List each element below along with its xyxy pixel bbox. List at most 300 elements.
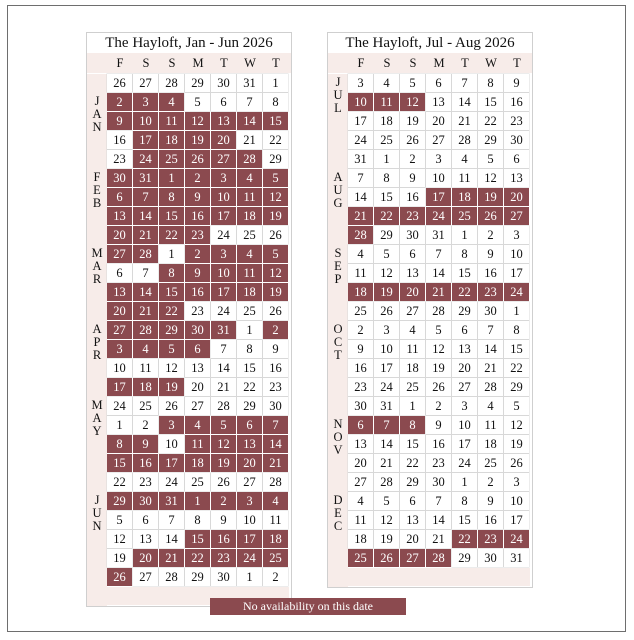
day-cell: 16 [348,359,373,377]
week-row [348,378,530,397]
day-cell: 13 [133,530,158,548]
day-cell: 6 [426,74,451,92]
day-cell-unavailable: 17 [107,378,132,396]
day-cell: 13 [185,359,210,377]
week-row [107,492,289,511]
day-cell-unavailable: 8 [400,416,425,434]
day-cell-unavailable: 24 [426,207,451,225]
day-cell-unavailable: 28 [348,226,373,244]
day-cell: 19 [374,530,399,548]
day-cell-unavailable: 5 [263,169,288,187]
day-cell: 2 [263,568,288,586]
day-cell-unavailable: 10 [133,112,158,130]
week-row [107,150,289,169]
day-cell: 27 [133,568,158,586]
week-row [348,188,530,207]
day-cell: 31 [426,226,451,244]
day-cell-unavailable: 22 [374,207,399,225]
day-cell: 26 [263,226,288,244]
day-cell: 31 [504,549,529,567]
day-cell: 30 [426,473,451,491]
week-row [348,454,530,473]
day-cell: 27 [400,302,425,320]
day-cell-unavailable: 26 [107,568,132,586]
day-cell-unavailable: 23 [400,207,425,225]
day-cell-unavailable: 16 [211,530,236,548]
day-cell: 30 [504,131,529,149]
day-cell-unavailable: 3 [211,245,236,263]
day-header: T [513,56,521,70]
day-cell: 3 [374,321,399,339]
day-cell-unavailable: 29 [107,492,132,510]
week-row [107,226,289,245]
day-cell-unavailable: 23 [185,226,210,244]
day-cell: 7 [159,511,184,529]
day-cell: 9 [348,340,373,358]
day-cell-unavailable: 30 [185,321,210,339]
week-row [107,188,289,207]
day-cell-unavailable: 18 [237,283,262,301]
day-cell-unavailable: 22 [185,549,210,567]
day-cell-unavailable: 18 [159,131,184,149]
day-cell-unavailable: 19 [185,131,210,149]
day-cell: 28 [211,397,236,415]
day-cell: 12 [374,264,399,282]
week-row [107,549,289,568]
day-cell-unavailable: 4 [237,169,262,187]
day-cell: 19 [107,549,132,567]
month-label: J U L [333,75,343,115]
day-cell: 19 [426,359,451,377]
day-cell: 27 [185,397,210,415]
day-cell: 21 [211,378,236,396]
day-cell-unavailable: 21 [263,454,288,472]
day-cell: 8 [478,74,503,92]
week-row [348,397,530,416]
day-cell-unavailable: 20 [107,226,132,244]
day-cell: 30 [478,549,503,567]
day-cell-unavailable: 11 [374,93,399,111]
day-cell: 4 [400,321,425,339]
day-cell-unavailable: 24 [504,530,529,548]
day-cell: 21 [426,530,451,548]
day-cell-unavailable: 31 [133,169,158,187]
day-cell: 26 [504,454,529,472]
day-cell-unavailable: 14 [133,207,158,225]
day-cell-unavailable: 16 [133,454,158,472]
day-cell: 10 [159,435,184,453]
day-cell: 8 [374,169,399,187]
day-cell: 27 [237,473,262,491]
day-cell: 22 [504,359,529,377]
day-cell: 11 [263,511,288,529]
day-cell: 11 [348,511,373,529]
day-cell: 5 [478,150,503,168]
week-row [107,530,289,549]
day-cell: 13 [452,340,477,358]
day-cell: 6 [400,492,425,510]
day-cell-unavailable: 17 [426,188,451,206]
day-cell-unavailable: 19 [159,378,184,396]
day-cell: 19 [400,112,425,130]
day-cell: 7 [133,264,158,282]
day-cell: 15 [452,511,477,529]
day-cell: 1 [400,397,425,415]
day-cell: 5 [504,397,529,415]
day-cell: 6 [400,245,425,263]
day-cell: 15 [374,188,399,206]
week-row [348,321,530,340]
day-cell: 24 [374,378,399,396]
day-cell: 10 [426,169,451,187]
day-cell-unavailable: 22 [159,226,184,244]
day-cell: 17 [348,112,373,130]
week-row [348,283,530,302]
day-cell-unavailable: 3 [211,169,236,187]
day-cell: 12 [159,359,184,377]
day-cell-unavailable: 27 [107,321,132,339]
day-cell: 16 [478,264,503,282]
day-cell-unavailable: 28 [133,245,158,263]
day-cell-unavailable: 26 [185,150,210,168]
day-cell-unavailable: 4 [237,245,262,263]
day-cell-unavailable: 13 [107,283,132,301]
day-cell: 28 [426,302,451,320]
day-cell: 4 [478,397,503,415]
week-row [348,169,530,188]
week-row [348,302,530,321]
day-cell: 27 [426,131,451,149]
day-header: T [220,56,228,70]
week-row [348,264,530,283]
day-cell: 4 [348,245,373,263]
day-cell: 10 [504,492,529,510]
calendar-title: The Hayloft, Jan - Jun 2026 [105,35,273,51]
day-cell: 14 [374,435,399,453]
day-cell-unavailable: 13 [211,112,236,130]
day-cell: 17 [504,511,529,529]
day-cell: 17 [452,435,477,453]
day-cell: 23 [426,454,451,472]
day-cell: 26 [400,131,425,149]
day-cell-unavailable: 17 [211,283,236,301]
day-cell: 13 [348,435,373,453]
day-cell-unavailable: 19 [478,188,503,206]
day-cell: 23 [133,473,158,491]
day-cell: 29 [478,131,503,149]
day-cell: 14 [426,264,451,282]
day-cell-unavailable: 31 [159,492,184,510]
day-cell: 28 [263,473,288,491]
day-cell: 21 [374,454,399,472]
day-cell-unavailable: 2 [211,492,236,510]
week-row [348,492,530,511]
day-cell: 18 [478,435,503,453]
day-cell: 5 [374,492,399,510]
day-cell-unavailable: 27 [211,150,236,168]
day-cell-unavailable: 2 [185,245,210,263]
day-cell: 21 [478,359,503,377]
day-cell-unavailable: 12 [263,264,288,282]
week-row [348,131,530,150]
day-cell: 25 [478,454,503,472]
month-label: J U N [92,493,102,533]
day-cell: 15 [237,359,262,377]
day-cell-unavailable: 21 [159,549,184,567]
day-header: T [272,56,280,70]
week-row [107,264,289,283]
day-cell-unavailable: 5 [263,245,288,263]
day-header: M [192,56,204,70]
day-cell-unavailable: 11 [159,112,184,130]
day-header: S [142,56,150,70]
week-row [107,416,289,435]
day-cell: 30 [348,397,373,415]
day-cell: 14 [348,188,373,206]
day-cell: 29 [374,226,399,244]
day-cell-unavailable: 7 [263,416,288,434]
day-cell-unavailable: 14 [133,283,158,301]
day-cell: 29 [237,397,262,415]
week-row [348,150,530,169]
day-header: M [433,56,445,70]
day-cell-unavailable: 10 [211,264,236,282]
day-header: F [116,56,124,70]
day-cell: 29 [504,378,529,396]
day-cell-unavailable: 20 [107,302,132,320]
day-cell: 20 [185,378,210,396]
day-cell: 16 [504,93,529,111]
day-cell: 22 [107,473,132,491]
day-cell: 8 [452,492,477,510]
month-label: A P R [92,322,102,362]
day-cell-unavailable: 22 [452,283,477,301]
week-row [107,302,289,321]
day-cell-unavailable: 17 [211,207,236,225]
day-cell: 18 [348,530,373,548]
day-cell-unavailable: 24 [237,549,262,567]
day-cell-unavailable: 16 [185,207,210,225]
day-cell-unavailable: 6 [107,188,132,206]
day-cell-unavailable: 13 [237,435,262,453]
calendar-jan-jun [86,32,292,607]
day-cell: 7 [348,169,373,187]
day-cell: 14 [478,340,503,358]
day-cell-unavailable: 20 [133,549,158,567]
day-cell: 14 [211,359,236,377]
day-cell: 14 [426,511,451,529]
week-row [107,207,289,226]
day-cell: 26 [263,302,288,320]
day-cell: 27 [452,378,477,396]
day-cell-unavailable: 28 [237,150,262,168]
day-header: F [357,56,365,70]
day-cell: 1 [263,74,288,92]
day-cell-unavailable: 15 [159,207,184,225]
day-cell-unavailable: 3 [159,416,184,434]
day-cell-unavailable: 30 [107,169,132,187]
day-cell: 4 [348,492,373,510]
week-row [107,131,289,150]
day-header-row [328,53,532,73]
day-cell: 20 [348,454,373,472]
day-cell-unavailable: 6 [348,416,373,434]
day-cell-unavailable: 16 [185,283,210,301]
day-cell-unavailable: 26 [478,207,503,225]
week-row [107,245,289,264]
day-cell: 15 [478,93,503,111]
day-cell: 30 [263,397,288,415]
day-cell: 17 [374,359,399,377]
day-cell-unavailable: 25 [159,150,184,168]
day-cell-unavailable: 27 [107,245,132,263]
week-row [107,454,289,473]
day-cell: 9 [504,74,529,92]
day-cell: 20 [426,112,451,130]
day-cell: 31 [348,150,373,168]
week-row [107,568,289,587]
day-cell: 26 [426,378,451,396]
day-cell-unavailable: 23 [211,549,236,567]
day-cell: 28 [374,473,399,491]
day-cell: 1 [237,568,262,586]
day-cell-unavailable: 2 [263,321,288,339]
day-cell: 2 [426,397,451,415]
day-cell-unavailable: 24 [133,150,158,168]
day-cell: 5 [400,74,425,92]
day-cell-unavailable: 9 [185,188,210,206]
day-cell: 2 [400,150,425,168]
day-cell-unavailable: 25 [263,549,288,567]
day-cell: 28 [159,568,184,586]
day-cell-unavailable: 15 [263,112,288,130]
day-cell: 7 [426,245,451,263]
day-cell: 16 [400,188,425,206]
day-cell-unavailable: 17 [159,454,184,472]
day-cell-unavailable: 30 [133,492,158,510]
day-cell: 22 [400,454,425,472]
day-cell: 3 [452,397,477,415]
day-cell-unavailable: 8 [159,188,184,206]
day-cell: 30 [400,226,425,244]
day-header: W [244,56,256,70]
day-cell-unavailable: 26 [374,549,399,567]
day-cell: 6 [133,511,158,529]
day-cell-unavailable: 27 [400,549,425,567]
day-cell: 10 [237,511,262,529]
day-cell: 20 [400,530,425,548]
week-row [107,473,289,492]
day-cell: 3 [426,150,451,168]
day-cell: 13 [400,264,425,282]
day-cell-unavailable: 20 [237,454,262,472]
week-row [348,93,530,112]
day-cell: 25 [237,302,262,320]
day-header-row [87,53,291,73]
day-cell-unavailable: 3 [107,340,132,358]
day-cell: 9 [478,245,503,263]
day-cell-unavailable: 2 [107,93,132,111]
day-cell: 3 [348,74,373,92]
day-cell: 3 [504,226,529,244]
day-cell-unavailable: 1 [185,492,210,510]
day-cell: 17 [504,264,529,282]
day-cell-unavailable: 10 [348,93,373,111]
day-cell: 27 [348,473,373,491]
day-cell-unavailable: 2 [185,169,210,187]
calendar-title: The Hayloft, Jul - Aug 2026 [345,35,515,51]
day-cell: 28 [452,131,477,149]
day-cell: 19 [504,435,529,453]
day-cell: 6 [211,93,236,111]
month-label: F E B [92,170,102,210]
day-cell: 8 [185,511,210,529]
day-cell: 12 [107,530,132,548]
day-cell: 29 [452,549,477,567]
day-cell: 11 [348,264,373,282]
day-cell: 18 [400,359,425,377]
day-cell: 24 [159,473,184,491]
day-cell-unavailable: 13 [107,207,132,225]
month-label: N O V [333,417,343,457]
day-cell: 16 [263,359,288,377]
day-cell-unavailable: 24 [504,283,529,301]
day-cell: 11 [133,359,158,377]
day-cell-unavailable: 31 [211,321,236,339]
week-row [348,359,530,378]
day-cell: 28 [159,74,184,92]
day-cell: 15 [400,435,425,453]
day-cell: 5 [107,511,132,529]
day-cell-unavailable: 4 [159,93,184,111]
day-cell: 25 [133,397,158,415]
day-cell: 1 [107,416,132,434]
day-cell-unavailable: 5 [159,340,184,358]
week-row [348,112,530,131]
week-row [348,340,530,359]
day-cell-unavailable: 10 [211,188,236,206]
day-cell: 30 [478,302,503,320]
day-cell: 23 [504,112,529,130]
day-cell: 4 [452,150,477,168]
week-row [348,416,530,435]
day-cell: 8 [263,93,288,111]
day-cell: 11 [400,340,425,358]
day-cell: 6 [107,264,132,282]
day-cell: 24 [348,131,373,149]
day-cell: 7 [426,492,451,510]
week-row [348,245,530,264]
day-cell: 1 [504,302,529,320]
day-cell: 13 [400,511,425,529]
day-cell-unavailable: 3 [237,492,262,510]
day-cell: 16 [478,511,503,529]
week-row [107,112,289,131]
day-cell: 14 [159,530,184,548]
day-cell-unavailable: 18 [133,378,158,396]
day-cell: 13 [504,169,529,187]
day-cell: 18 [374,112,399,130]
day-cell: 4 [374,74,399,92]
day-cell-unavailable: 18 [185,454,210,472]
day-cell: 5 [426,321,451,339]
day-cell: 23 [185,302,210,320]
day-cell-unavailable: 12 [185,112,210,130]
day-cell: 1 [452,473,477,491]
day-cell-unavailable: 9 [185,264,210,282]
day-cell-unavailable: 11 [237,264,262,282]
week-row [107,435,289,454]
